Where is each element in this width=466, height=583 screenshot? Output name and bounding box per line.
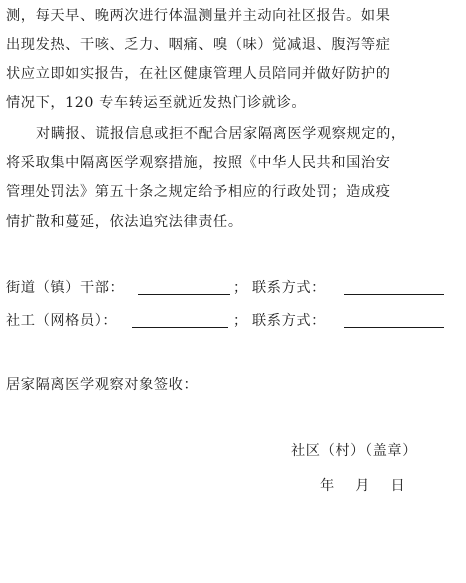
social-worker-row <box>6 312 117 330</box>
street-cadre-name-blank[interactable] <box>138 280 230 295</box>
subject-sign-label: 居家隔离医学观察对象签收： <box>6 377 199 393</box>
separator: ； <box>233 280 248 296</box>
paragraph-line: 管理处罚法》第五十条之规定给予相应的行政处罚；造成疫 <box>6 184 391 200</box>
paragraph-line: 情扩散和蔓延，依法追究法律责任。 <box>6 214 243 230</box>
paragraph-line: 对瞒报、谎报信息或拒不配合居家隔离医学观察规定的， <box>36 126 406 142</box>
paragraph-line: 状应立即如实报告，在社区健康管理人员陪同并做好防护的 <box>6 66 391 82</box>
street-cadre-label: 街道（镇）干部： <box>6 280 125 296</box>
street-cadre-row <box>6 279 124 297</box>
paragraph-line: 将采取集中隔离医学观察措施，按照《中华人民共和国治安 <box>6 155 391 171</box>
social-worker-name-blank[interactable] <box>132 313 228 328</box>
contact-label: 联系方式： <box>252 280 326 296</box>
paragraph-line: 出现发热、干咳、乏力、咽痛、嗅（味）觉减退、腹泻等症 <box>6 37 391 53</box>
street-cadre-contact-blank[interactable] <box>344 280 444 295</box>
date-label: 年 月 日 <box>320 478 406 494</box>
separator: ； <box>233 313 248 329</box>
community-seal-label: 社区（村）（盖章） <box>291 443 417 459</box>
social-worker-contact-blank[interactable] <box>344 313 444 328</box>
paragraph-line: 情况下，120 专车转运至就近发热门诊就诊。 <box>6 95 307 111</box>
social-worker-label: 社工（网格员）： <box>6 313 118 329</box>
paragraph-line: 测，每天早、晚两次进行体温测量并主动向社区报告。如果 <box>6 8 391 24</box>
contact-label: 联系方式： <box>252 313 326 329</box>
